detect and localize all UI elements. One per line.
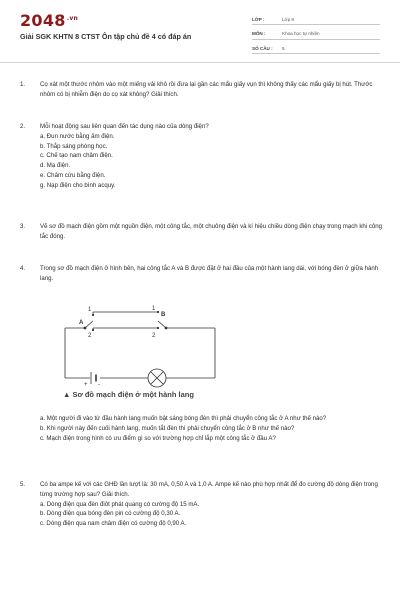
question-text: Vẽ sơ đồ mạch điện gồm một nguồn điện, một công tắc, một chuông điện và kí hiệu chiều dòng điện chạy trong mạch khi công tắc đóng. bbox=[40, 223, 383, 240]
figure-caption bbox=[63, 390, 194, 399]
meta-key: SỐ CÂU : bbox=[252, 45, 273, 51]
meta-value: 5 bbox=[282, 45, 285, 51]
meta-value: Lớp 8 bbox=[282, 16, 294, 22]
site-logo[interactable] bbox=[20, 11, 78, 30]
question-5 bbox=[20, 480, 386, 542]
option-b: b. Thắp sáng phòng học. bbox=[40, 142, 108, 150]
caption-text: Sơ đồ mạch điện ở một hành lang bbox=[72, 390, 194, 399]
option-e: e. Châm cứu bằng điện. bbox=[40, 171, 106, 179]
switch-a-terminal-1: 1 bbox=[88, 307, 92, 313]
battery-plus: + bbox=[84, 382, 88, 388]
document-title: Giải SGK KHTN 8 CTST Ôn tập chủ đề 4 có đáp án bbox=[20, 32, 192, 41]
question-number: 4. bbox=[20, 265, 26, 272]
page-header bbox=[0, 0, 400, 66]
battery-minus: - bbox=[98, 382, 100, 388]
meta-row-subject bbox=[252, 29, 380, 40]
question-text: Mỗi hoạt động sau liên quan đến tác dụng nào của dòng điện? bbox=[40, 123, 209, 130]
meta-row-class bbox=[252, 14, 380, 25]
question-number: 1. bbox=[20, 81, 26, 88]
switch-b-label: B bbox=[161, 312, 166, 318]
meta-table bbox=[252, 14, 380, 58]
meta-value: Khoa học tự nhiên bbox=[282, 31, 320, 36]
question-text: Cọ xát một thước nhôm vào một miếng vải khô rồi đưa lại gần các mẩu giấy vụn thì không thấy các mẩu giấy bị hút. Thước nhôm có bị nhiễm điện do cọ xát không? Giải thích. bbox=[40, 81, 373, 98]
question-4-options bbox=[20, 414, 386, 458]
meta-key: LỚP : bbox=[252, 16, 265, 22]
question-text: Trong sơ đồ mạch điện ở hình bên, hai công tắc A và B được đặt ở hai đầu của một hành lang dài, với bóng đèn ở giữa hành lang. bbox=[40, 265, 379, 282]
option-c: c. Dòng điện qua nam châm điện có cường độ 0,90 A. bbox=[40, 520, 187, 528]
option-c: c. Mạch điện trong hình có ưu điểm gì so với trường hợp chỉ lắp một công tắc ở đầu A? bbox=[40, 434, 276, 442]
triangle-icon: ▲ bbox=[63, 390, 71, 399]
option-a: a. Một người đi vào từ đầu hành lang muốn bật sáng bóng đèn thì phải chuyển công tắc ở A như thế nào? bbox=[40, 415, 327, 422]
question-text: Có ba ampe kế với các GHĐ lần lượt là: 30 mA, 0,50 A và 1,0 A. Ampe kế nào phù hợp nhất để đo cường độ dòng điện trong từng trường hợp sau? Giải thích. bbox=[40, 481, 378, 498]
logo-suffix: .vn bbox=[66, 15, 79, 22]
option-a: a. Đun nước bằng ấm điện. bbox=[40, 132, 115, 140]
meta-row-count bbox=[252, 43, 380, 54]
switch-a-terminal-2: 2 bbox=[88, 333, 92, 339]
question-4 bbox=[20, 264, 386, 288]
logo-text: 2048 bbox=[20, 11, 66, 30]
option-b: b. Khi người này đến cuối hành lang, muốn tắt đèn thì phải chuyển công tắc ở B như thế nào? bbox=[40, 424, 295, 432]
switch-a-label: A bbox=[79, 320, 84, 326]
question-2 bbox=[20, 122, 386, 204]
question-number: 3. bbox=[20, 223, 26, 230]
option-b: b. Dòng điện qua bóng đèn pin có cường độ 0,30 A. bbox=[40, 510, 181, 518]
question-number: 5. bbox=[20, 481, 26, 488]
question-3 bbox=[20, 222, 386, 246]
header-divider bbox=[0, 62, 400, 63]
option-a: a. Dòng điện qua đèn điôt phát quang có cường độ 15 mA. bbox=[40, 500, 200, 508]
question-number: 2. bbox=[20, 123, 26, 130]
switch-b-pivot bbox=[165, 327, 168, 330]
question-1 bbox=[20, 80, 386, 104]
switch-b-terminal-2: 2 bbox=[152, 333, 156, 339]
meta-key: MÔN : bbox=[252, 31, 266, 36]
option-c: c. Chế tạo nam châm điện. bbox=[40, 152, 113, 160]
switch-a-pivot bbox=[84, 327, 87, 330]
option-g: g. Nạp điện cho bình acquy. bbox=[40, 181, 116, 189]
option-d: d. Mạ điện. bbox=[40, 162, 71, 170]
switch-b-terminal-1: 1 bbox=[152, 306, 156, 312]
